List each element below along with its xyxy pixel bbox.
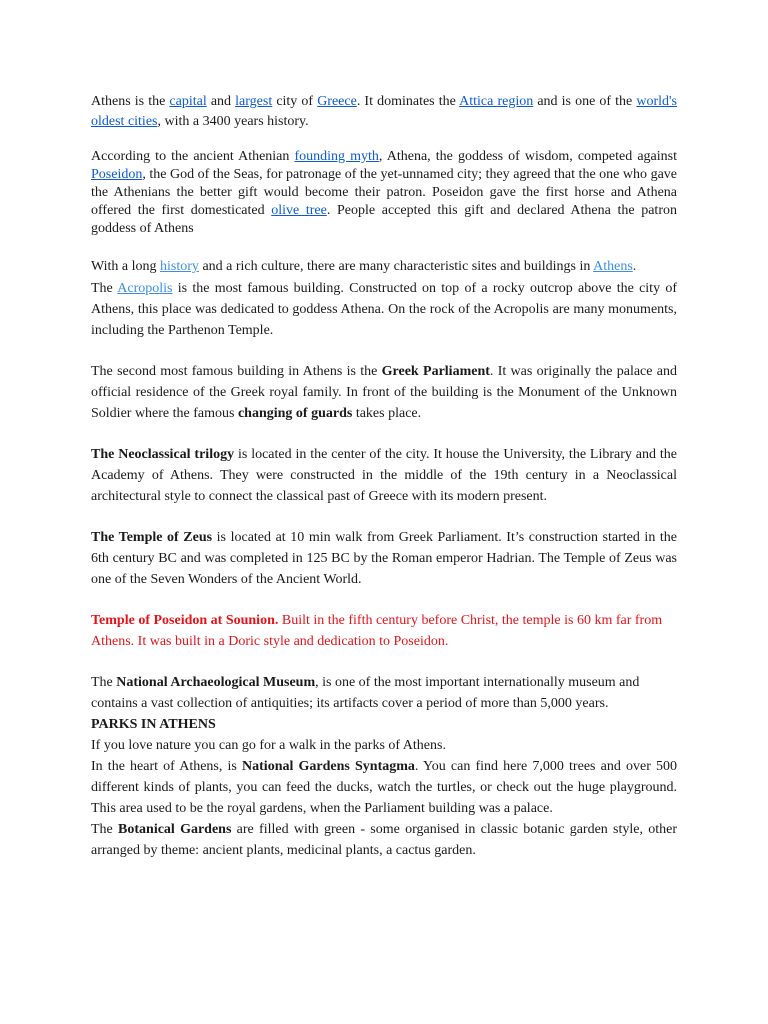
link-attica-region[interactable]: Attica region xyxy=(459,94,534,109)
national-gardens-bold: National Gardens Syntagma xyxy=(242,759,415,774)
temple-of-zeus-paragraph xyxy=(91,527,677,590)
text: and is one of the xyxy=(533,94,637,109)
text: is located in the center of the city. It house the University, the Library and the Academy of Athens. They were constructed in the middle of the 19th century in a Neoclassical architectural style to connect the classical past of Greece with its modern present. xyxy=(91,447,677,504)
text: With a long xyxy=(91,259,161,274)
text: According to the ancient Athenian xyxy=(91,149,295,164)
acropolis-paragraph xyxy=(91,278,677,341)
text: . xyxy=(632,259,637,274)
neoclassical-trilogy-bold: The Neoclassical trilogy xyxy=(91,447,235,462)
temple-of-poseidon-bold: Temple of Poseidon at Sounion. xyxy=(91,613,279,628)
text: is located at 10 min walk from Greek Parliament. It’s construction started in the 6th century BC and was completed in 125 BC by the Roman emperor Hadrian. The Temple of Zeus was one of the Seven Wonders of the Ancient World. xyxy=(91,530,677,587)
link-poseidon[interactable]: Poseidon xyxy=(91,167,143,182)
text: In the heart of Athens, is xyxy=(91,759,243,774)
link-worlds-oldest-cities[interactable]: world's oldest cities xyxy=(91,94,678,129)
link-capital[interactable]: capital xyxy=(169,94,207,109)
text: , with a 3400 years history. xyxy=(157,114,309,129)
text: and a rich culture, there are many characteristic sites and buildings in xyxy=(198,259,594,274)
parks-intro: If you love nature you can go for a walk in the parks of Athens. xyxy=(91,738,446,753)
text: are filled with green - some organised in classic botanic garden style, other arranged by theme: ancient plants, medicinal plants, a cactus garden. xyxy=(91,822,678,858)
neoclassical-paragraph xyxy=(91,444,677,507)
history-paragraph xyxy=(91,257,677,277)
parks-heading: PARKS IN ATHENS xyxy=(91,717,216,732)
text: , Athena, the goddess of wisdom, competed against xyxy=(378,149,677,164)
link-acropolis[interactable]: Acropolis xyxy=(117,281,173,296)
intro-paragraph xyxy=(91,92,677,132)
greek-parliament-bold: Greek Parliament xyxy=(381,364,490,379)
text: , the God of the Seas, for patronage of the yet-unnamed city; they agreed that the one who gave the Athenians the better gift would become their patron. Poseidon gave the first horse and Athena offered the first domesticated xyxy=(91,167,677,218)
link-olive-tree[interactable]: olive tree xyxy=(271,203,327,218)
text: , is one of the most important internationally museum and contains a vast collection of antiquities; its artifacts cover a period of more than 5,000 years. xyxy=(91,675,640,711)
botanical-gardens-paragraph xyxy=(91,819,677,861)
text: Athens is the xyxy=(91,94,170,109)
founding-myth-paragraph xyxy=(91,148,677,238)
text: The xyxy=(91,675,117,690)
link-history[interactable]: history xyxy=(160,259,199,274)
text: . People accepted this gift and declared Athena the patron goddess of Athens xyxy=(91,203,677,236)
link-founding-myth[interactable]: founding myth xyxy=(294,149,379,164)
text: . It was originally the palace and official residence of the Greek royal family. In front of the building is the Monument of the Unknown Soldier where the famous xyxy=(91,364,677,421)
text: . It dominates the xyxy=(356,94,460,109)
parliament-paragraph xyxy=(91,361,677,424)
text: is the most famous building. Constructed on top of a rocky outcrop above the city of Athens, this place was dedicated to goddess Athena. On the rock of the Acropolis are many monuments, including the Parthenon Temple. xyxy=(91,281,677,338)
botanical-gardens-bold: Botanical Gardens xyxy=(118,822,232,837)
national-archaeological-museum-bold: National Archaeological Museum xyxy=(116,675,316,690)
link-largest[interactable]: largest xyxy=(235,94,273,109)
text: . You can find here 7,000 trees and over 500 different kinds of plants, you can feed the ducks, watch the turtles, or check out the huge playground. This area used to be the royal gardens, when the Parliament building was a palace. xyxy=(91,759,678,816)
text: The xyxy=(91,281,118,296)
temple-of-zeus-bold: The Temple of Zeus xyxy=(91,530,213,545)
document-page xyxy=(91,92,677,861)
changing-of-guards-bold: changing of guards xyxy=(237,406,353,421)
text: takes place. xyxy=(352,406,422,421)
text: Built in the fifth century before Christ, the temple is 60 km far from Athens. It was built in a Doric style and dedication to Poseidon. xyxy=(91,613,663,649)
museum-paragraph xyxy=(91,672,677,714)
text: The second most famous building in Athens is the xyxy=(91,364,382,379)
text: city of xyxy=(272,94,318,109)
national-gardens-paragraph xyxy=(91,756,677,819)
link-athens[interactable]: Athens xyxy=(593,259,633,274)
sounion-paragraph xyxy=(91,610,677,652)
text: and xyxy=(206,94,236,109)
text: The xyxy=(91,822,119,837)
link-greece[interactable]: Greece xyxy=(317,94,357,109)
